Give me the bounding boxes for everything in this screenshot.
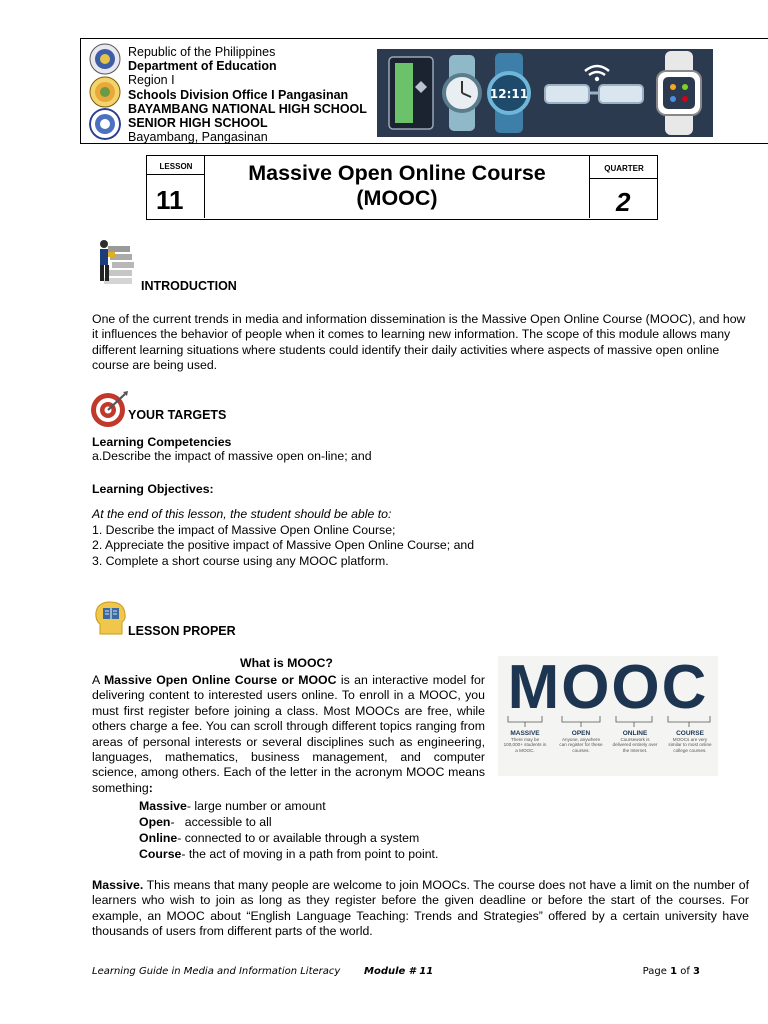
lesson-title-box bbox=[146, 155, 658, 220]
quarter-divider bbox=[590, 178, 658, 179]
letterhead-text bbox=[128, 45, 367, 144]
banner-time: 12:11 bbox=[489, 87, 529, 101]
wearables-illustration bbox=[377, 49, 713, 137]
competency-a: a.Describe the impact of massive open on-line; and bbox=[92, 449, 372, 463]
definition-text: - accessible to all bbox=[170, 815, 272, 829]
massive-text: This means that many people are welcome to join MOOCs. The course does not have a limit on the number of learners who wish to join as long as they register before the given deadline or before the start of the courses. For example, an MOOC about “English Language Teaching: Trends and Strategies” offered by a certain university have thousands of users from different parts of the world. bbox=[92, 878, 749, 939]
mooc-graphic-caption: Coursework is delivered entirely over the Internet. bbox=[612, 737, 658, 753]
objective-item: 2. Appreciate the positive impact of Massive Open Online Course; and bbox=[92, 538, 475, 553]
header-line-division: Schools Division Office I Pangasinan bbox=[128, 87, 349, 102]
objectives-intro: At the end of this lesson, the student should be able to: bbox=[92, 507, 392, 521]
head-book-icon bbox=[94, 600, 128, 636]
mooc-graphic-label: ONLINE bbox=[622, 730, 648, 737]
para-prefix: A bbox=[92, 673, 104, 687]
mooc-acronym-graphic bbox=[498, 653, 718, 776]
lesson-number: 11 bbox=[156, 185, 184, 215]
header-line-region: Region I bbox=[128, 73, 175, 88]
para-bold-term: Massive Open Online Course or MOOC bbox=[103, 673, 337, 687]
lesson-title-line2: (MOOC) bbox=[356, 186, 438, 210]
definition-item bbox=[139, 830, 438, 846]
mooc-graphic-label: OPEN bbox=[571, 730, 591, 737]
definition-term: Course bbox=[139, 847, 182, 861]
mooc-graphic-column-course bbox=[666, 730, 714, 753]
competencies-heading: Learning Competencies bbox=[92, 435, 232, 449]
sdo-seal-icon bbox=[89, 108, 121, 140]
quarter-label: QUARTER bbox=[604, 164, 644, 173]
header-line-shs: SENIOR HIGH SCHOOL bbox=[128, 116, 268, 131]
lesson-title bbox=[205, 156, 589, 218]
mooc-graphic-column-massive bbox=[502, 730, 548, 753]
introduction-paragraph: One of the current trends in media and information dissemination is the Massive Open Online Course (MOOC), and how it influences the behavior of people when it comes to learning new information. The scope of this module allows many different learning situations where students could identify their daily activities where aspects of massive open online course are being used. bbox=[92, 312, 746, 373]
introduction-heading: INTRODUCTION bbox=[141, 279, 237, 293]
deped-seal-icon bbox=[89, 43, 121, 75]
objectives-list bbox=[92, 523, 474, 569]
lesson-title-line1: Massive Open Online Course bbox=[248, 161, 546, 185]
mooc-graphic-column-open bbox=[558, 730, 604, 753]
footer-page-number bbox=[643, 966, 700, 977]
footer-module: Module # 11 bbox=[364, 966, 434, 977]
definition-item bbox=[139, 814, 438, 830]
lesson-number-cell bbox=[147, 156, 205, 218]
mooc-definition-paragraph bbox=[92, 673, 485, 796]
mooc-graphic-label: COURSE bbox=[676, 730, 704, 737]
definition-item bbox=[139, 798, 438, 814]
header-line-deped: Department of Education bbox=[128, 59, 277, 74]
footer-page-current: 1 bbox=[670, 966, 678, 977]
definition-text: - large number or amount bbox=[186, 799, 326, 813]
mooc-graphic-caption: There may be 100,000+ students in a MOOC. bbox=[503, 737, 547, 753]
what-is-mooc-heading: What is MOOC? bbox=[240, 656, 333, 670]
header-line-address: Bayambang, Pangasinan bbox=[128, 130, 268, 145]
massive-term: Massive. bbox=[92, 878, 144, 892]
footer-page-of: of bbox=[677, 966, 694, 977]
mooc-graphic-column-online bbox=[612, 730, 658, 753]
targets-heading: YOUR TARGETS bbox=[128, 408, 227, 422]
lesson-label: LESSON bbox=[159, 162, 193, 171]
header-line-school: BAYAMBANG NATIONAL HIGH SCHOOL bbox=[128, 101, 367, 116]
para-colon: : bbox=[148, 780, 153, 795]
letterhead bbox=[80, 38, 768, 144]
definition-term: Open bbox=[139, 815, 171, 829]
mooc-acronym-definitions bbox=[139, 798, 438, 862]
mooc-graphic-caption: MOOCs are very similar to most online college courses. bbox=[668, 737, 712, 753]
para-rest: is an interactive model for delivering content to interested users online. To enroll in a MOOC, you must first register before joining a class. Most MOOCs are free, while others charge a fee. You can scroll through different topics ranging from areas of personal interests or several disciplines such as engineering, languages, mathematics, business management, and computer science, among others. Each of the letter in the acronym MOOC means something bbox=[92, 673, 485, 795]
wearables-banner bbox=[377, 49, 713, 137]
footer-guide-title: Learning Guide in Media and Information Literacy bbox=[92, 966, 341, 977]
massive-paragraph bbox=[92, 878, 749, 940]
objectives-heading: Learning Objectives: bbox=[92, 482, 214, 496]
target-icon bbox=[89, 390, 129, 428]
definition-text: - the act of moving in a path from point to point. bbox=[181, 847, 439, 861]
mooc-graphic-label: MASSIVE bbox=[510, 730, 540, 737]
objective-item: 1. Describe the impact of Massive Open Online Course; bbox=[92, 523, 396, 537]
definition-text: - connected to or available through a system bbox=[177, 831, 420, 845]
objective-item: 3. Complete a short course using any MOOC platform. bbox=[92, 553, 389, 568]
quarter-number-cell bbox=[589, 156, 657, 218]
mooc-graphic-word: MOOC bbox=[507, 653, 709, 722]
reading-stairs-icon bbox=[94, 238, 136, 288]
definition-term: Online bbox=[139, 831, 178, 845]
footer-page-prefix: Page bbox=[642, 966, 671, 977]
definition-term: Massive bbox=[139, 799, 187, 813]
lesson-proper-heading: LESSON PROPER bbox=[128, 624, 236, 638]
school-seal-icon bbox=[89, 76, 121, 108]
definition-item bbox=[139, 846, 438, 862]
mooc-graphic-brackets bbox=[498, 714, 718, 728]
quarter-number: 2 bbox=[616, 187, 631, 217]
header-line-republic: Republic of the Philippines bbox=[128, 45, 276, 59]
mooc-graphic-caption: Anyone, anywhere can register for these courses. bbox=[559, 737, 603, 753]
footer-page-total: 3 bbox=[693, 966, 700, 977]
lesson-divider bbox=[147, 174, 205, 175]
